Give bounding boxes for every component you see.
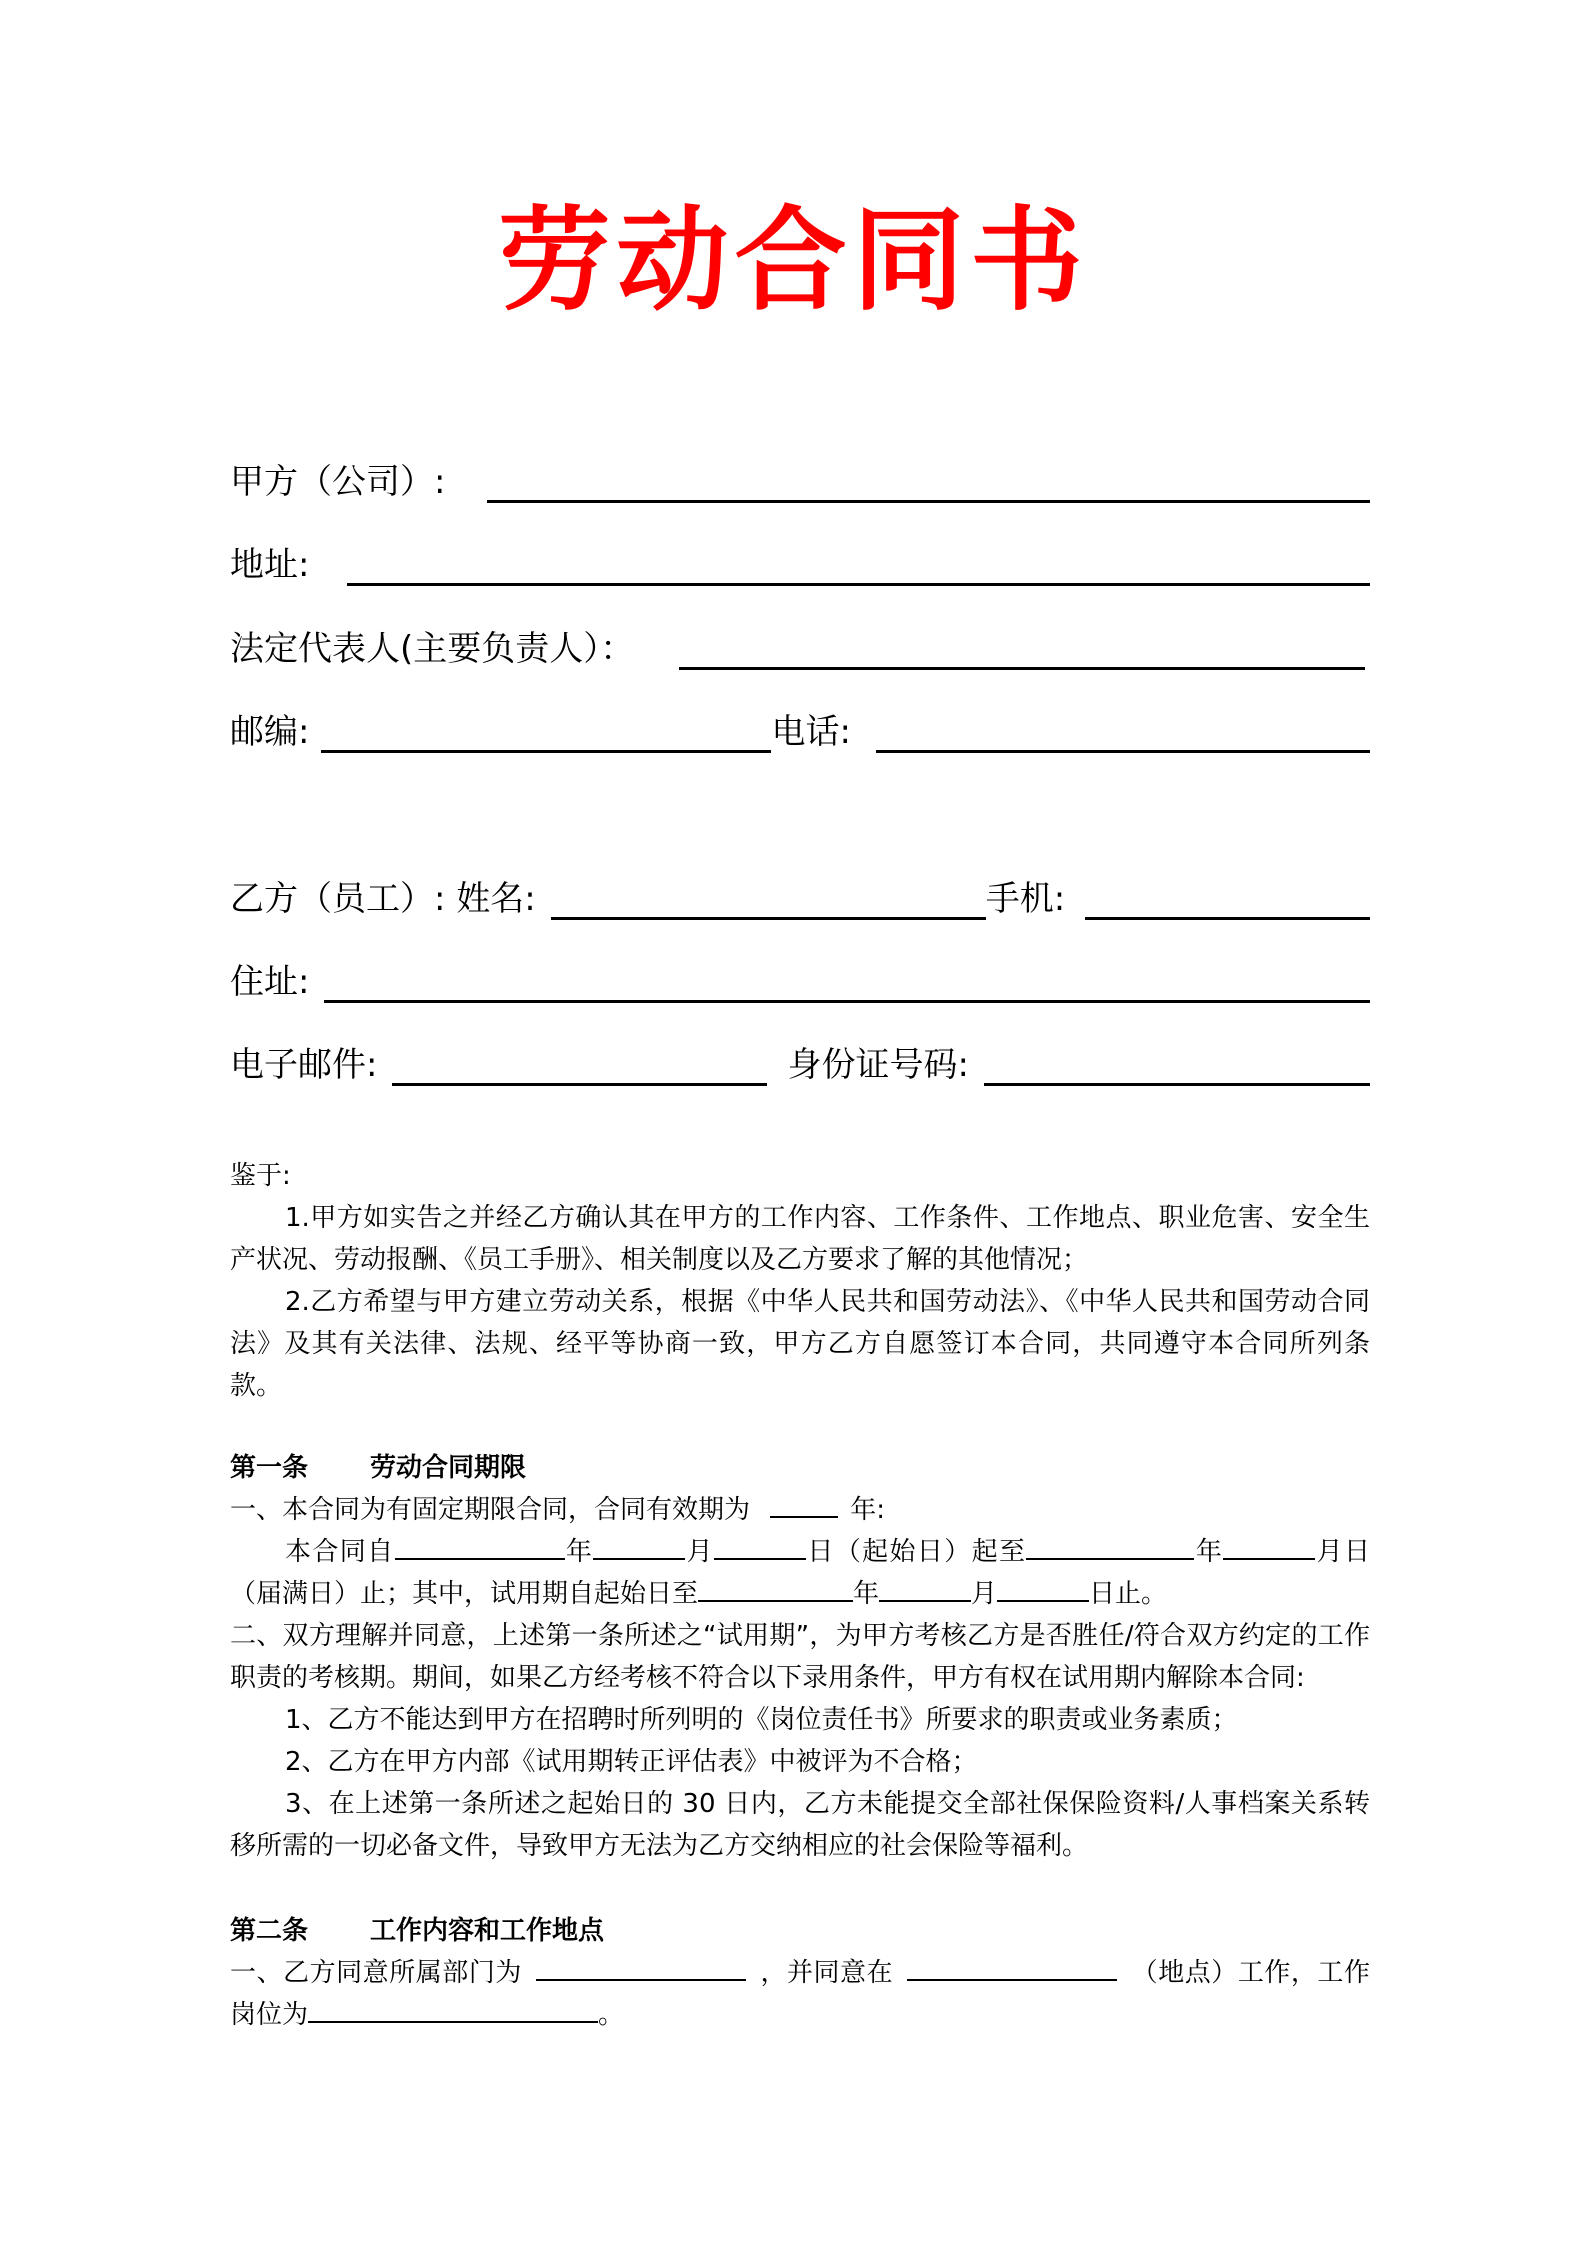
document-title: 劳动合同书 [498,196,1089,326]
party-a-address-label: 地址: [230,545,310,585]
month-label: 月 [1315,1537,1344,1567]
dates-from-text: 本合同自 [285,1537,395,1567]
probation-condition-1: 1、乙方不能达到甲方在招聘时所列明的《岗位责任书》所要求的职责或业务素质； [285,1705,1238,1735]
article-2-paragraph-1 [230,1952,1370,2036]
department-text: 一、乙方同意所属部门为 [230,1958,522,1988]
start-year-blank[interactable] [395,1534,565,1560]
article-2-number: 第二条 [230,1916,309,1946]
start-day-blank[interactable] [714,1534,806,1560]
term-years-unit: 年: [850,1495,886,1525]
recital-item-2: 2.乙方希望与甲方建立劳动关系，根据《中华人民共和国劳动法》、《中华人民共和国劳动合同法》及其有关法律、法规、经平等协商一致，甲方乙方自愿签订本合同，共同遵守本合同所列条款。 [230,1287,1370,1401]
party-a-legal-rep-label: 法定代表人(主要负责人）： [230,629,635,669]
position-end: 。 [598,2000,625,2030]
location-text: ，并同意在 [759,1958,894,1988]
end-year-blank[interactable] [1026,1534,1194,1560]
party-a-company-label: 甲方（公司）: [230,462,446,502]
party-a-contact-row [230,705,1370,755]
party-a-address-field[interactable] [347,583,1370,586]
article-1-number: 第一条 [230,1453,309,1483]
party-b-address-field[interactable] [324,1000,1370,1003]
month-label: 月 [685,1537,715,1567]
party-b-email-field[interactable] [392,1083,767,1086]
year-label: 年 [853,1579,880,1609]
article-1-title: 劳动合同期限 [370,1453,527,1483]
recitals-heading: 鉴于: [230,1161,291,1191]
location-blank[interactable] [907,1955,1117,1981]
probation-day-blank[interactable] [997,1576,1089,1602]
party-a-company-field[interactable] [487,500,1370,503]
party-a-company-row [230,455,1370,505]
probation-condition-2: 2、乙方在甲方内部《试用期转正评估表》中被评为不合格； [285,1747,978,1777]
year-label: 年 [1194,1537,1224,1567]
recital-item-1: 1.甲方如实告之并经乙方确认其在甲方的工作内容、工作条件、工作地点、职业危害、安全生产状况、劳动报酬、《员工手册》、相关制度以及乙方要求了解的其他情况； [230,1203,1370,1275]
probation-end-text: 日止。 [1089,1579,1168,1609]
article-2-title: 工作内容和工作地点 [370,1916,605,1946]
probation-year-blank[interactable] [698,1576,853,1602]
party-b-mobile-field[interactable] [1085,917,1370,920]
party-a-address-row [230,538,1370,588]
probation-condition-3: 3、在上述第一条所述之起始日的 30 日内，乙方未能提交全部社保保险资料/人事档案关系转移所需的一切必备文件，导致甲方无法为乙方交纳相应的社会保险等福利。 [230,1789,1370,1861]
party-b-email-row [230,1038,1370,1088]
party-b-address-label: 住址: [230,962,310,1002]
party-a-phone-label: 电话: [771,712,851,752]
party-b-address-row [230,955,1370,1005]
article-1-dates-paragraph [230,1531,1370,1615]
party-a-postcode-label: 邮编: [230,712,310,752]
end-day-text: 日（届满日）止；其中，试用期自起始日至 [230,1537,1370,1609]
party-b-email-label: 电子邮件: [230,1045,378,1085]
article-1-probation-paragraph: 二、双方理解并同意，上述第一条所述之“试用期”，为甲方考核乙方是否胜任/符合双方约定的工作职责的考核期。期间，如果乙方经考核不符合以下录用条件，甲方有权在试用期内解除本合同: [230,1621,1370,1693]
department-blank[interactable] [536,1955,746,1981]
article-2-heading [230,1910,1370,1952]
probation-month-blank[interactable] [879,1576,971,1602]
party-a-legal-rep-row [230,622,1370,672]
party-b-name-label: 乙方（员工）: 姓名: [230,879,536,919]
end-month-blank[interactable] [1223,1534,1315,1560]
month-label: 月 [971,1579,998,1609]
article-1-section [230,1447,1370,1867]
term-years-blank[interactable] [770,1492,838,1518]
article-1-heading [230,1447,1370,1489]
term-text: 一、本合同为有固定期限合同，合同有效期为 [230,1495,751,1525]
party-a-legal-rep-field[interactable] [679,667,1365,670]
recitals-section [230,1155,1370,1407]
party-a-phone-field[interactable] [876,750,1370,753]
party-b-name-field[interactable] [551,917,986,920]
party-b-id-label: 身份证号码: [787,1045,969,1085]
position-blank[interactable] [308,1997,598,2023]
position-text: （地点）工作，工作岗位为 [230,1958,1370,2030]
start-month-blank[interactable] [593,1534,685,1560]
start-day-text: 日（起始日）起至 [806,1537,1027,1567]
party-b-mobile-label: 手机: [985,879,1066,919]
party-b-name-row [230,872,1370,922]
party-b-id-field[interactable] [984,1083,1370,1086]
party-a-postcode-field[interactable] [321,750,771,753]
article-2-section [230,1910,1370,2036]
article-1-term-paragraph [230,1489,1370,1531]
year-label: 年 [564,1537,594,1567]
